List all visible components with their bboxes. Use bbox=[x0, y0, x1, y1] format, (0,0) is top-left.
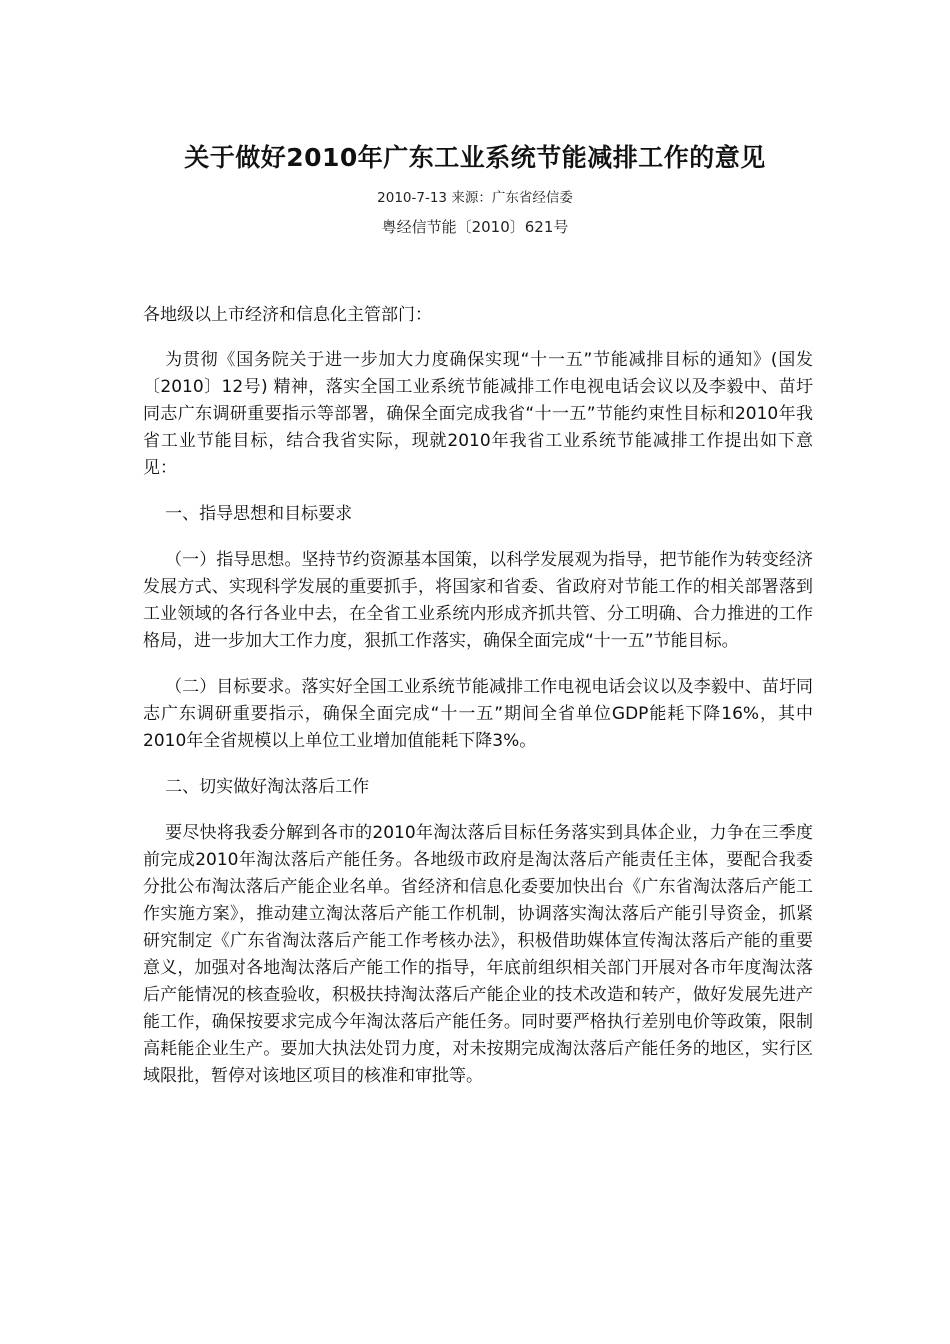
intro-paragraph: 为贯彻《国务院关于进一步加大力度确保实现“十一五”节能减排目标的通知》(国发〔2010〕12号) 精神，落实全国工业系统节能减排工作电视电话会议以及李毅中、苗圩同志广东调研重要指示等部署，确保全面完成我省“十一五”节能约束性目标和2010年我省工业节能目标，结合我省实际，现就2010年我省工业系统节能减排工作提出如下意见： bbox=[143, 350, 813, 478]
document-title: 关于做好2010年广东工业系统节能减排工作的意见 bbox=[184, 143, 766, 172]
document-body bbox=[143, 302, 813, 1109]
section-2-paragraph-1: 要尽快将我委分解到各市的2010年淘汰落后目标任务落实到具体企业，力争在三季度前完成2010年淘汰落后产能任务。各地级市政府是淘汰落后产能责任主体，要配合我委分批公布淘汰落后产能企业名单。省经济和信息化委要加快出台《广东省淘汰落后产能工作实施方案》，推动建立淘汰落后产能工作机制，协调落实淘汰落后产能引导资金，抓紧研究制定《广东省淘汰落后产能工作考核办法》，积极借助媒体宣传淘汰落后产能的重要意义，加强对各地淘汰落后产能工作的指导，年底前组织相关部门开展对各市年度淘汰落后产能情况的核查验收，积极扶持淘汰落后产能企业的技术改造和转产，做好发展先进产能工作，确保按要求完成今年淘汰落后产能任务。同时要严格执行差别电价等政策，限制高耗能企业生产。要加大执法处罚力度，对未按期完成淘汰落后产能任务的地区，实行区域限批，暂停对该地区项目的核准和审批等。 bbox=[143, 823, 813, 1086]
document-number: 粤经信节能〔2010〕621号 bbox=[381, 218, 569, 236]
section-2-heading: 二、切实做好淘汰落后工作 bbox=[165, 777, 370, 797]
section-1-heading: 一、指导思想和目标要求 bbox=[165, 504, 353, 524]
salutation: 各地级以上市经济和信息化主管部门： bbox=[143, 305, 432, 325]
section-1-paragraph-2: （二）目标要求。落实好全国工业系统节能减排工作电视电话会议以及李毅中、苗圩同志广东调研重要指示，确保全面完成“十一五”期间全省单位GDP能耗下降16%，其中2010年全省规模以上单位工业增加值能耗下降3%。 bbox=[143, 677, 813, 751]
section-1-paragraph-1: （一）指导思想。坚持节约资源基本国策，以科学发展观为指导，把节能作为转变经济发展方式、实现科学发展的重要抓手，将国家和省委、省政府对节能工作的相关部署落到工业领域的各行各业中去，在全省工业系统内形成齐抓共管、分工明确、合力推进的工作格局，进一步加大工作力度，狠抓工作落实，确保全面完成“十一五”节能目标。 bbox=[143, 550, 813, 651]
document-meta: 2010-7-13 来源：广东省经信委 bbox=[377, 190, 573, 206]
